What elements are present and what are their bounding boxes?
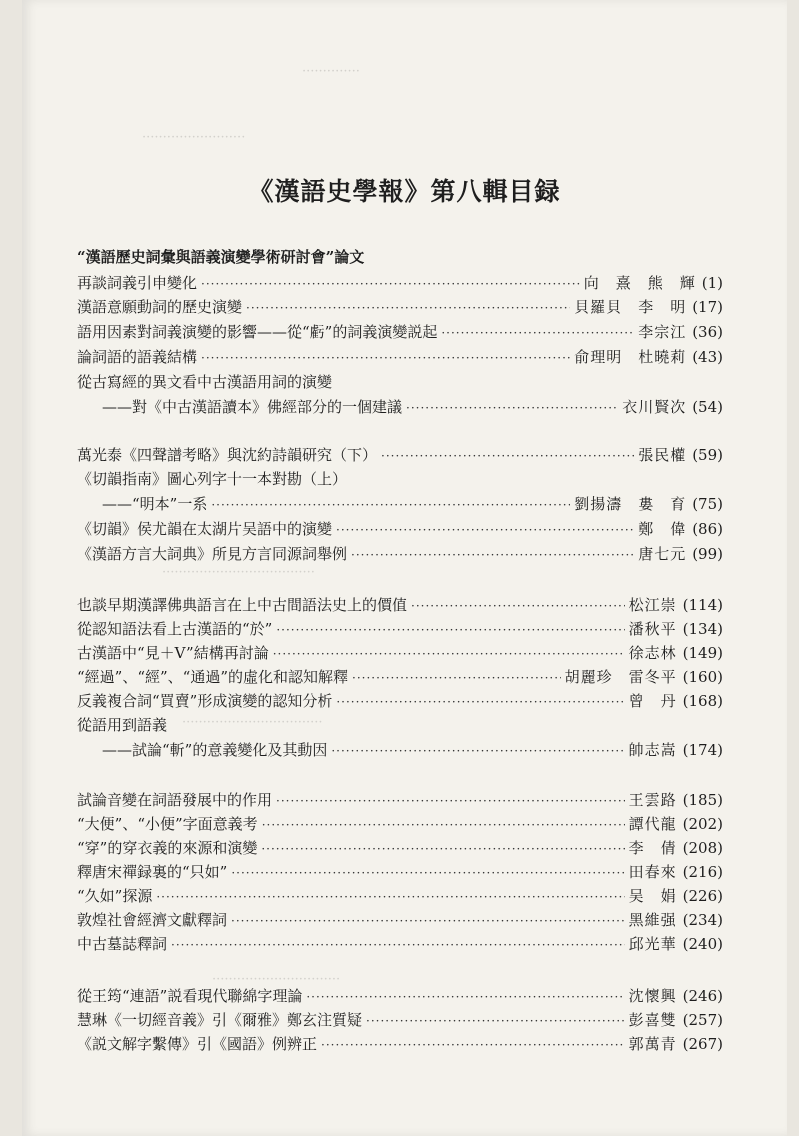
dot-leader xyxy=(366,1014,625,1028)
entry-author: 劉揚濤 婁 育 xyxy=(574,495,687,513)
entry-page: (134) xyxy=(682,620,723,638)
entry-page: (240) xyxy=(682,935,723,953)
dot-leader xyxy=(231,866,624,880)
entry-author: 吴 娟 xyxy=(628,887,677,905)
dot-leader xyxy=(351,548,634,562)
toc-entry[interactable] xyxy=(77,690,723,712)
dot-leader xyxy=(276,623,624,637)
toc-entry[interactable] xyxy=(77,296,723,318)
entry-title: 《切韻》侯尤韻在太湖片吴語中的演變 xyxy=(77,520,333,538)
toc-entry[interactable] xyxy=(77,371,723,393)
toc-entry[interactable] xyxy=(77,1009,723,1031)
dot-leader xyxy=(246,301,570,315)
toc-entry[interactable] xyxy=(77,837,723,859)
entry-title: 試論音變在詞語發展中的作用 xyxy=(77,791,273,809)
entry-page: (185) xyxy=(682,791,723,809)
toc-entry[interactable] xyxy=(77,594,723,616)
page-title: 《漢語史學報》第八輯目録 xyxy=(248,177,561,206)
entry-page: (59) xyxy=(692,446,723,464)
bleed-through-text: ·································· xyxy=(182,715,323,730)
bleed-through-text: ·············· xyxy=(302,64,360,79)
entry-title: 從古寫經的異文看中古漢語用詞的演變 xyxy=(77,373,333,391)
toc-entry[interactable] xyxy=(77,518,723,540)
entry-title: 反義複合詞“買賣”形成演變的認知分析 xyxy=(77,692,333,710)
entry-page: (226) xyxy=(682,887,723,905)
entry-author: 李 倩 xyxy=(628,839,677,857)
bleed-through-text: ························· xyxy=(142,130,246,145)
bleed-through-text: ····································· xyxy=(162,565,315,580)
dot-leader xyxy=(331,744,624,758)
toc-entry[interactable] xyxy=(77,714,723,736)
entry-page: (1) xyxy=(701,274,723,292)
entry-title: 中古墓誌釋詞 xyxy=(77,935,168,953)
entry-author: 曾 丹 xyxy=(628,692,677,710)
entry-page: (257) xyxy=(682,1011,723,1029)
entry-author: 鄭 偉 xyxy=(638,520,687,538)
dot-leader xyxy=(211,498,570,512)
entry-author: 衣川賢次 xyxy=(622,398,687,416)
entry-page: (202) xyxy=(682,815,723,833)
entry-page: (168) xyxy=(682,692,723,710)
document-page xyxy=(22,0,787,1136)
toc-entry[interactable] xyxy=(77,272,723,294)
toc-entry[interactable] xyxy=(77,346,723,368)
entry-page: (43) xyxy=(692,348,723,366)
dot-leader xyxy=(261,842,624,856)
toc-entry[interactable] xyxy=(77,813,723,835)
entry-author: 黑維强 xyxy=(628,911,677,929)
entry-page: (75) xyxy=(692,495,723,513)
entry-page: (99) xyxy=(692,545,723,563)
dot-leader xyxy=(262,818,625,832)
toc-entry[interactable] xyxy=(77,861,723,883)
entry-title: “久如”探源 xyxy=(77,887,153,905)
entry-page: (17) xyxy=(692,298,723,316)
toc-entry[interactable] xyxy=(77,618,723,640)
toc-entry-subtitle[interactable] xyxy=(102,493,723,515)
dot-leader xyxy=(273,647,625,661)
dot-leader xyxy=(156,890,624,904)
toc-entry[interactable] xyxy=(77,789,723,811)
entry-title: 漢語意願動詞的歷史演變 xyxy=(77,298,243,316)
toc-entry[interactable] xyxy=(77,933,723,955)
entry-page: (54) xyxy=(692,398,723,416)
entry-page: (208) xyxy=(682,839,723,857)
entry-title: ——“明本”一系 xyxy=(102,495,208,513)
entry-author: 貝羅貝 李 明 xyxy=(574,298,687,316)
entry-title: 從王筠“連語”説看現代聯綿字理論 xyxy=(77,987,303,1005)
entry-page: (36) xyxy=(692,323,723,341)
entry-author: 王雲路 xyxy=(628,791,677,809)
entry-author: 胡麗珍 雷冬平 xyxy=(564,668,677,686)
entry-title: 從認知語法看上古漢語的“於” xyxy=(77,620,273,638)
dot-leader xyxy=(231,914,625,928)
entry-title: 《漢語方言大詞典》所見方言同源詞舉例 xyxy=(77,545,348,563)
entry-author: 俞理明 杜曉莉 xyxy=(574,348,687,366)
dot-leader xyxy=(406,401,618,415)
entry-title: “經過”、“經”、“通過”的虛化和認知解釋 xyxy=(77,668,349,686)
dot-leader xyxy=(411,599,625,613)
section-heading: “漢語歷史詞彙與語義演變學術研討會”論文 xyxy=(77,248,365,266)
entry-page: (234) xyxy=(682,911,723,929)
toc-entry[interactable] xyxy=(77,885,723,907)
toc-entry[interactable] xyxy=(77,909,723,931)
entry-title: “穿”的穿衣義的來源和演變 xyxy=(77,839,258,857)
entry-title: 敦煌社會經濟文獻釋詞 xyxy=(77,911,228,929)
entry-author: 沈懷興 xyxy=(628,987,677,1005)
entry-page: (174) xyxy=(682,741,723,759)
entry-title: 《説文解字繫傳》引《國語》例辨正 xyxy=(77,1035,318,1053)
toc-entry[interactable] xyxy=(77,1033,723,1055)
toc-entry-subtitle[interactable] xyxy=(102,739,723,761)
toc-entry[interactable] xyxy=(77,444,723,466)
entry-author: 松江崇 xyxy=(628,596,677,614)
entry-title: ——試論“斬”的意義變化及其動因 xyxy=(102,741,328,759)
toc-entry[interactable] xyxy=(77,468,723,490)
entry-author: 潘秋平 xyxy=(628,620,677,638)
toc-entry-subtitle[interactable] xyxy=(102,396,723,418)
dot-leader xyxy=(306,990,624,1004)
entry-author: 徐志林 xyxy=(628,644,677,662)
entry-page: (149) xyxy=(682,644,723,662)
dot-leader xyxy=(381,449,634,463)
entry-title: 釋唐宋禪録裏的“只如” xyxy=(77,863,228,881)
entry-author: 田春來 xyxy=(628,863,677,881)
dot-leader xyxy=(336,695,624,709)
entry-author: 彭喜雙 xyxy=(628,1011,677,1029)
entry-page: (216) xyxy=(682,863,723,881)
entry-title: ——對《中古漢語讀本》佛經部分的一個建議 xyxy=(102,398,403,416)
entry-page: (86) xyxy=(692,520,723,538)
dot-leader xyxy=(201,351,570,365)
entry-title: 論詞語的語義結構 xyxy=(77,348,198,366)
dot-leader xyxy=(321,1038,625,1052)
entry-title: “大便”、“小便”字面意義考 xyxy=(77,815,258,833)
entry-title: 從語用到語義 xyxy=(77,716,168,734)
entry-title: 也談早期漢譯佛典語言在上中古間語法史上的價值 xyxy=(77,596,408,614)
entry-author: 向 熹 熊 輝 xyxy=(583,274,696,292)
entry-title: 古漢語中“見＋V”結構再討論 xyxy=(77,644,269,662)
dot-leader xyxy=(441,326,634,340)
entry-title: 《切韻指南》圖心列字十一本對勘（上） xyxy=(77,470,348,488)
dot-leader xyxy=(201,277,580,291)
dot-leader xyxy=(336,523,634,537)
entry-title: 語用因素對詞義演變的影響——從“虧”的詞義演變説起 xyxy=(77,323,438,341)
entry-page: (246) xyxy=(682,987,723,1005)
entry-page: (267) xyxy=(682,1035,723,1053)
toc-entry[interactable] xyxy=(77,321,723,343)
entry-author: 邱光華 xyxy=(628,935,677,953)
entry-author: 譚代龍 xyxy=(628,815,677,833)
entry-author: 帥志嵩 xyxy=(628,741,677,759)
toc-entry[interactable] xyxy=(77,985,723,1007)
dot-leader xyxy=(171,938,625,952)
toc-entry[interactable] xyxy=(77,642,723,664)
entry-author: 張民權 xyxy=(638,446,687,464)
entry-title: 萬光泰《四聲譜考略》與沈約詩韻研究（下） xyxy=(77,446,378,464)
dot-leader xyxy=(352,671,561,685)
entry-page: (114) xyxy=(682,596,723,614)
dot-leader xyxy=(276,794,625,808)
entry-author: 唐七元 xyxy=(638,545,687,563)
toc-entry[interactable] xyxy=(77,543,723,565)
entry-page: (160) xyxy=(682,668,723,686)
bleed-through-text: ······························· xyxy=(212,972,341,987)
entry-title: 慧琳《一切經音義》引《爾雅》鄭玄注質疑 xyxy=(77,1011,363,1029)
entry-author: 郭萬青 xyxy=(628,1035,677,1053)
toc-entry[interactable] xyxy=(77,666,723,688)
entry-author: 李宗江 xyxy=(638,323,687,341)
entry-title: 再談詞義引申變化 xyxy=(77,274,198,292)
